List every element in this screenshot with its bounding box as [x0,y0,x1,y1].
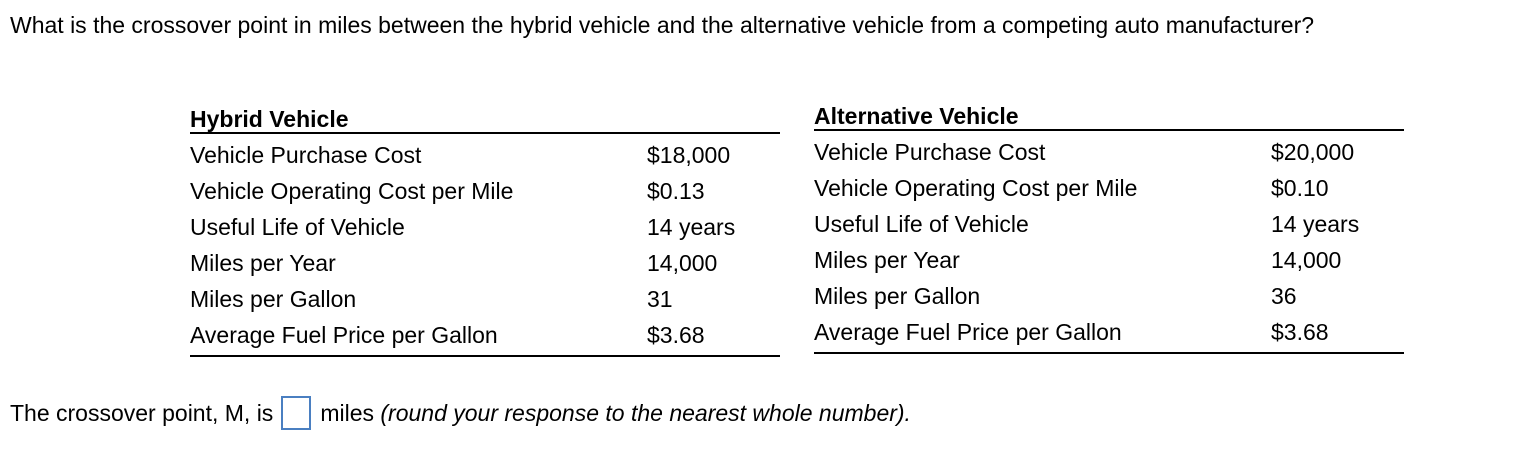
row-label: Vehicle Purchase Cost [190,142,422,168]
hybrid-table-title: Hybrid Vehicle [190,102,780,134]
hybrid-table-rows [190,134,780,357]
row-value: 31 [647,286,673,312]
row-label: Miles per Gallon [814,283,981,309]
row-value: $20,000 [1271,139,1355,165]
answer-line [10,396,911,430]
row-label: Vehicle Operating Cost per Mile [814,175,1138,201]
answer-prefix: The crossover point, M, is [10,400,274,426]
row-label: Average Fuel Price per Gallon [190,322,498,348]
crossover-answer-input[interactable] [281,396,311,430]
row-value: $18,000 [647,142,731,168]
row-label: Useful Life of Vehicle [190,214,405,240]
table-row [190,209,780,245]
row-value: $0.13 [647,178,705,204]
row-label: Miles per Gallon [190,286,357,312]
table-row [814,206,1404,242]
row-value: 14,000 [1271,247,1342,273]
table-row [190,317,780,353]
row-label: Average Fuel Price per Gallon [814,319,1122,345]
answer-suffix: miles [320,400,374,426]
table-row [190,173,780,209]
row-value: $3.68 [647,322,705,348]
row-label: Useful Life of Vehicle [814,211,1029,237]
alternative-table-rows [814,131,1404,354]
hybrid-vehicle-table [190,102,780,357]
table-row [814,278,1404,314]
table-row [814,134,1404,170]
row-value: 36 [1271,283,1297,309]
row-value: 14 years [1271,211,1360,237]
table-row [814,242,1404,278]
table-row [190,245,780,281]
alternative-vehicle-table [814,99,1404,354]
row-value: 14 years [647,214,736,240]
table-row [190,137,780,173]
row-label: Vehicle Purchase Cost [814,139,1046,165]
row-label: Miles per Year [814,247,960,273]
table-row [814,170,1404,206]
row-label: Miles per Year [190,250,336,276]
question-text: What is the crossover point in miles between the hybrid vehicle and the alternative vehicle from a competing auto manufacturer? [10,12,1315,38]
row-value: $0.10 [1271,175,1329,201]
table-row [814,314,1404,350]
row-value: 14,000 [647,250,718,276]
row-label: Vehicle Operating Cost per Mile [190,178,514,204]
answer-instruction: (round your response to the nearest whole number). [380,400,911,426]
table-row [190,281,780,317]
alternative-table-title: Alternative Vehicle [814,99,1404,131]
row-value: $3.68 [1271,319,1329,345]
